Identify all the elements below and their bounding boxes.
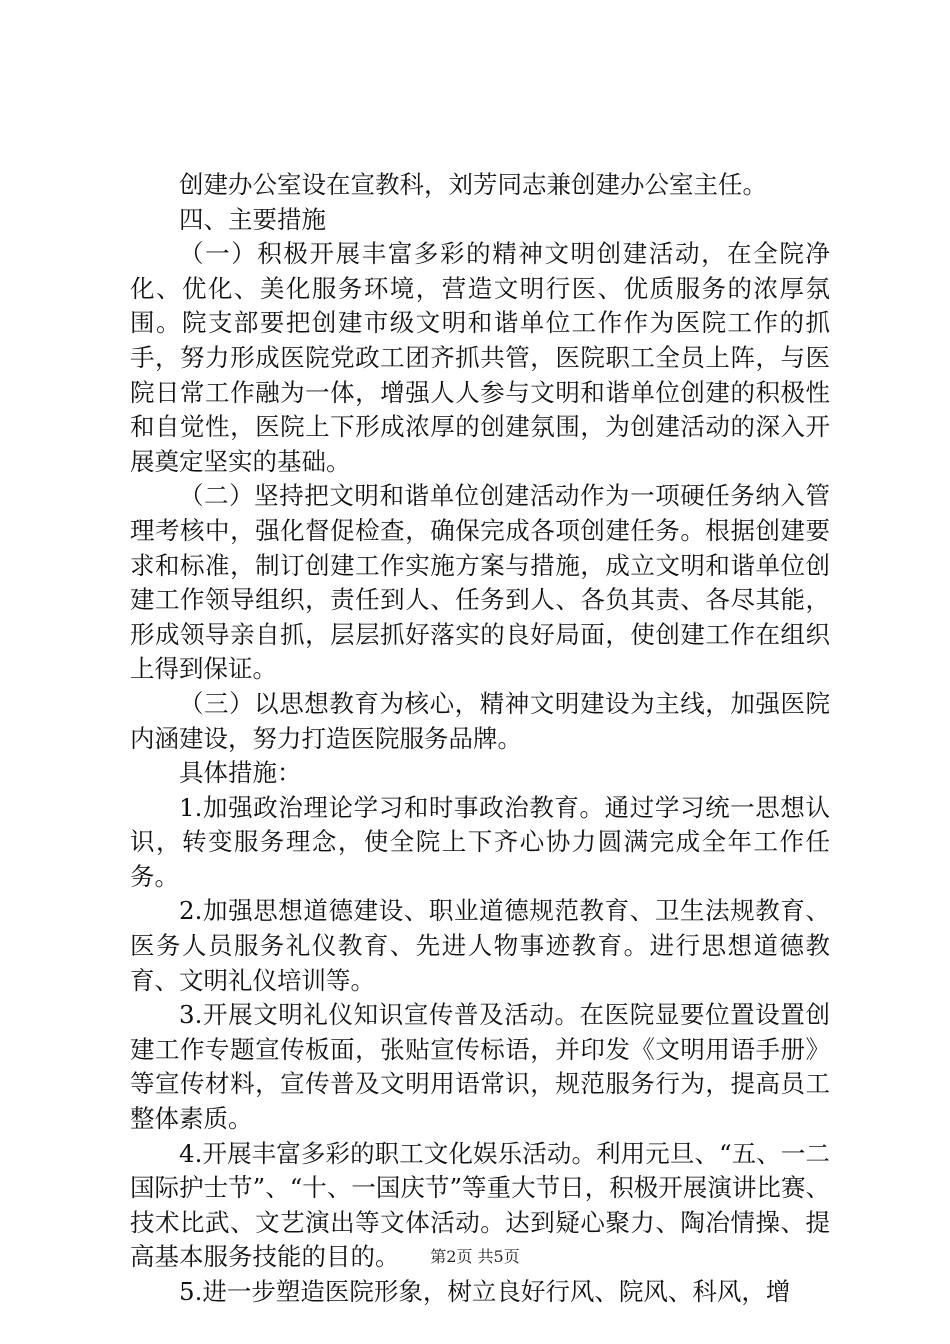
list-item-4: 4.开展丰富多彩的职工文化娱乐活动。利用元旦、“五、一二国际护士节”、“十、一国庆节”等重大节日，积极开展演讲比赛、技术比武、文艺演出等文体活动。达到疑心聚力、陶冶情操、提高基本服务技能的目的。 (130, 1138, 830, 1272)
paragraph-measure-1: （一）积极开展丰富多彩的精神文明创建活动，在全院净化、优化、美化服务环境，营造文明行医、优质服务的浓厚氛围。院支部要把创建市级文明和谐单位工作作为医院工作的抓手，努力形成医院党政工团齐抓共管，医院职工全员上阵，与医院日常工作融为一体，增强人人参与文明和谐单位创建的积极性和自觉性，医院上下形成浓厚的创建氛围，为创建活动的深入开展奠定坚实的基础。 (130, 239, 830, 476)
list-item-3: 3.开展文明礼仪知识宣传普及活动。在医院显要位置设置创建工作专题宣传板面，张贴宣传标语，并印发《文明用语手册》等宣传材料，宣传普及文明用语常识，规范服务行为，提高员工整体素质。 (130, 1000, 830, 1134)
subheading-specific-measures: 具体措施： (179, 758, 302, 788)
page-number: 第2页 共5页 (430, 1247, 520, 1266)
paragraph-measure-3: （三）以思想教育为核心，精神文明建设为主线，加强医院内涵建设，努力打造医院服务品牌。 (130, 688, 830, 753)
list-item-5: 5.进一步塑造医院形象，树立良好行风、院风、科风，增 (179, 1277, 791, 1306)
paragraph-office-note: 创建办公室设在宣教科，刘芳同志兼创建办公室主任。 (179, 170, 767, 199)
page-footer (0, 1244, 950, 1267)
list-item-1: 1.加强政治理论学习和时事政治教育。通过学习统一思想认识，转变服务理念，使全院上下齐心协力圆满完成全年工作任务。 (130, 792, 830, 891)
paragraph-measure-2: （二）坚持把文明和谐单位创建活动作为一项硬任务纳入管理考核中，强化督促检查，确保完成各项创建任务。根据创建要求和标准，制订创建工作实施方案与措施，成立文明和谐单位创建工作领导组织，责任到人、任务到人、各负其责、各尽其能，形成领导亲自抓，层层抓好落实的良好局面，使创建工作在组织上得到保证。 (130, 481, 830, 684)
list-item-2: 2.加强思想道德建设、职业道德规范教育、卫生法规教育、医务人员服务礼仪教育、先进人物事迹教育。进行思想道德教育、文明礼仪培训等。 (130, 896, 830, 995)
section-heading-measures: 四、主要措施 (179, 204, 326, 234)
document-body (130, 168, 830, 1310)
